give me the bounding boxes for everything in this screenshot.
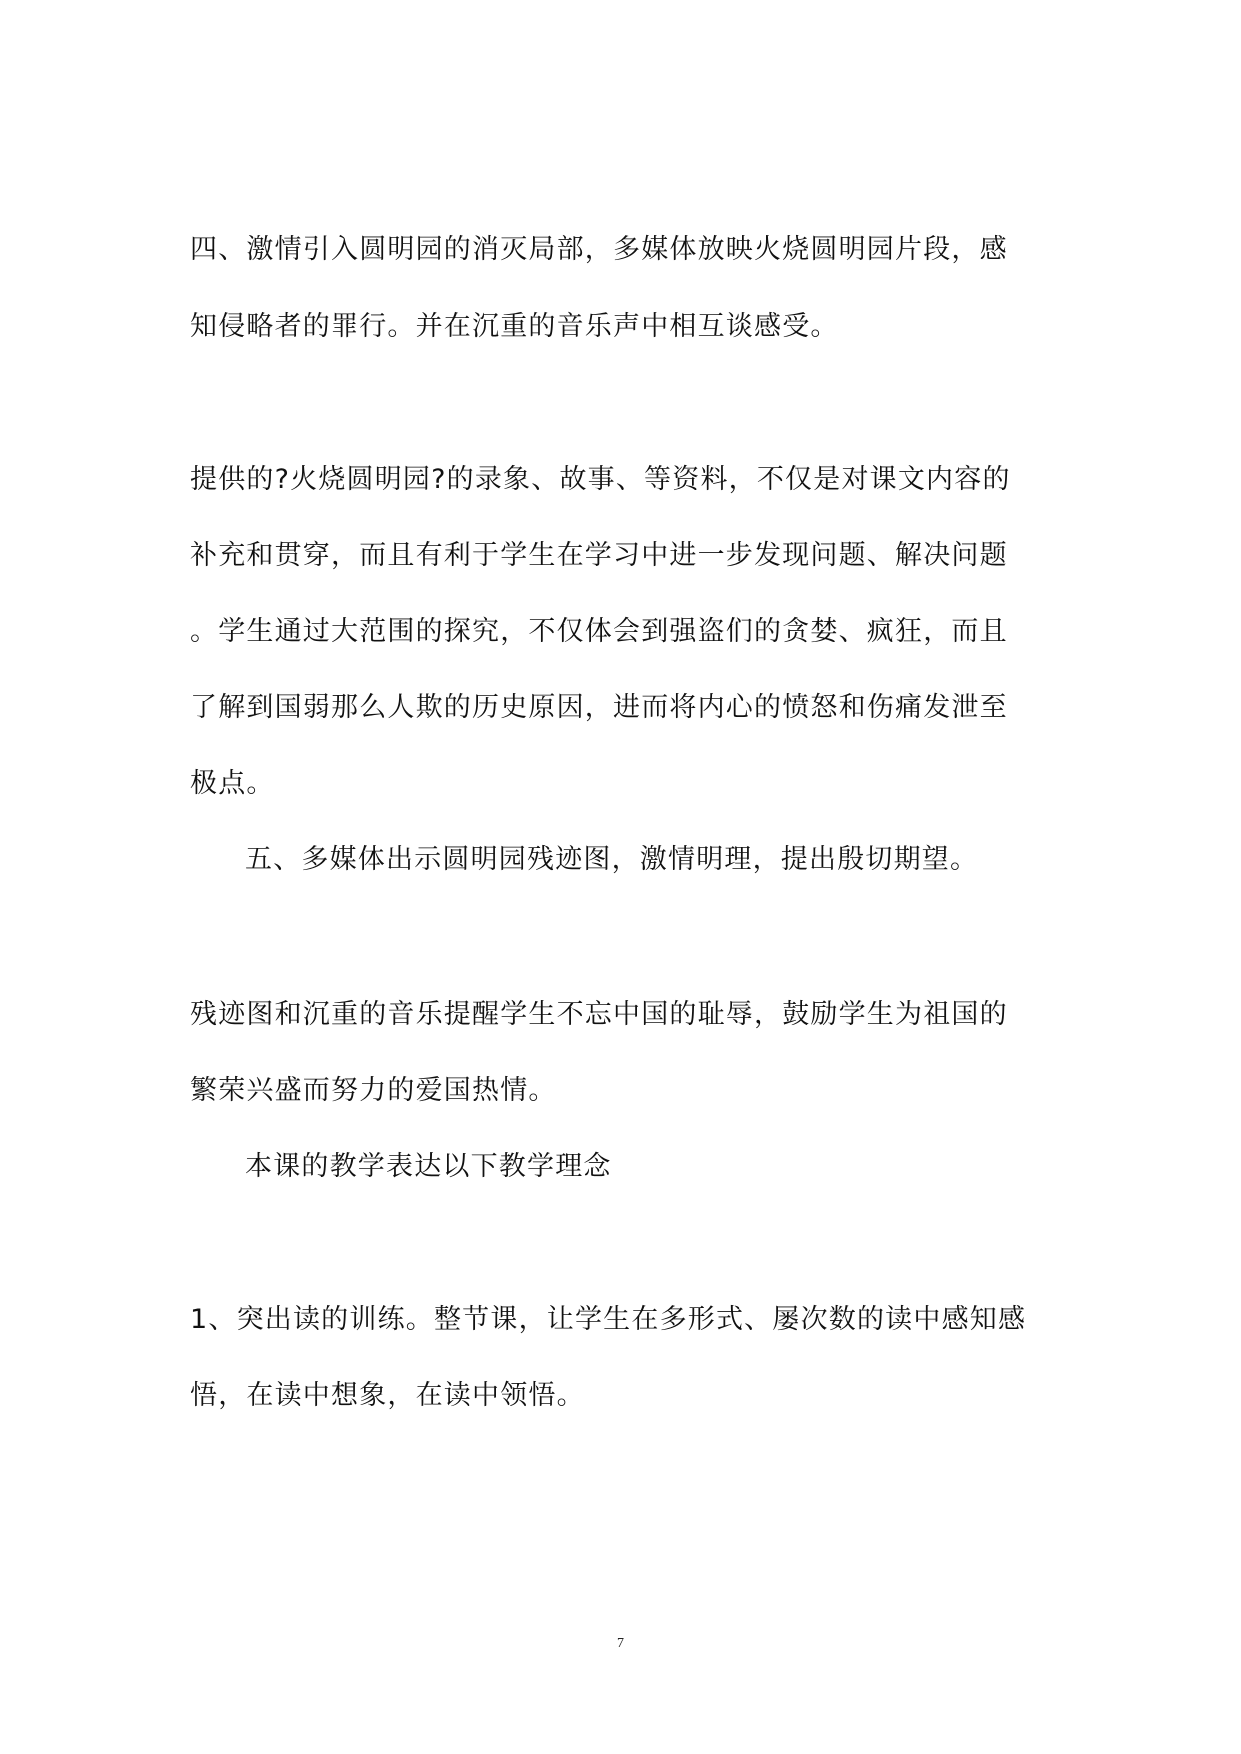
text-line-2: 知侵略者的罪行。并在沉重的音乐声中相互谈感受。 <box>190 311 839 342</box>
text-line-7: 极点。 <box>190 768 275 799</box>
text-line-4: 补充和贯穿，而且有利于学生在学习中进一步发现问题、解决问题 <box>190 540 1008 571</box>
text-line-3: 提供的?火烧圆明园?的录象、故事、等资料，不仅是对课文内容的 <box>190 464 1011 495</box>
text-line-12: 1、突出读的训练。整节课，让学生在多形式、屡次数的读中感知感 <box>190 1304 1027 1335</box>
text-line-11: 本课的教学表达以下教学理念 <box>245 1151 612 1182</box>
text-line-8: 五、多媒体出示圆明园残迹图，激情明理，提出殷切期望。 <box>245 844 979 875</box>
text-line-9: 残迹图和沉重的音乐提醒学生不忘中国的耻辱，鼓励学生为祖国的 <box>190 999 1008 1030</box>
page-number: 7 <box>617 1636 624 1651</box>
text-line-1: 四、激情引入圆明园的消灭局部，多媒体放映火烧圆明园片段，感 <box>190 234 1008 265</box>
text-line-10: 繁荣兴盛而努力的爱国热情。 <box>190 1075 557 1106</box>
text-line-13: 悟，在读中想象，在读中领悟。 <box>190 1380 585 1411</box>
text-line-5: 。学生通过大范围的探究，不仅体会到强盗们的贪婪、疯狂，而且 <box>190 616 1008 647</box>
text-line-6: 了解到国弱那么人欺的历史原因，进而将内心的愤怒和伤痛发泄至 <box>190 692 1008 723</box>
